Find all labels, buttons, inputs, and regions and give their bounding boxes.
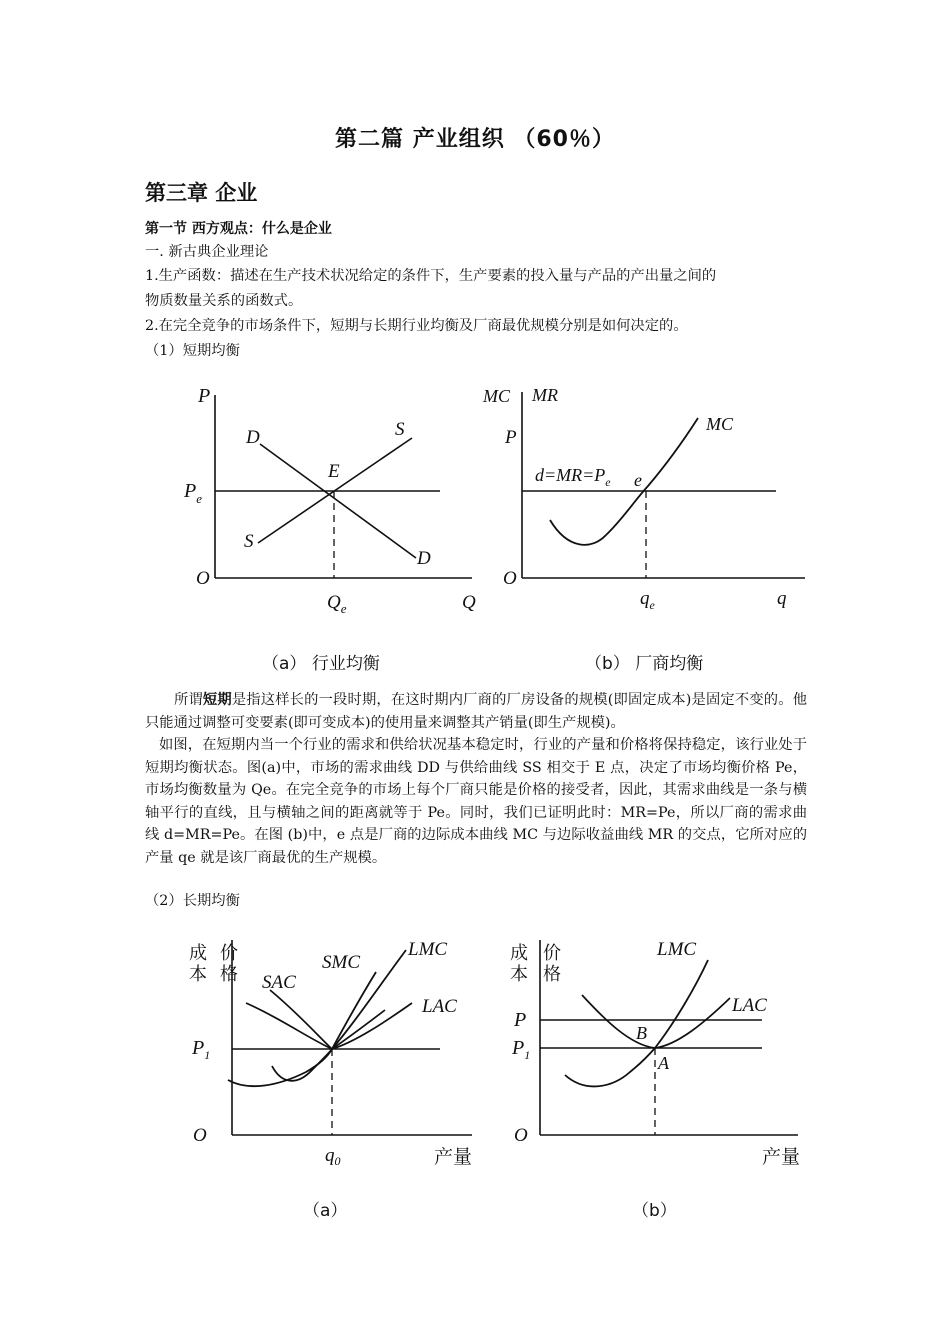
label-smc: SMC: [322, 952, 360, 973]
label-origin: O: [503, 568, 517, 589]
label-p1: $P_1$: [512, 1037, 531, 1062]
axis-label-cost-a: 成本: [189, 943, 211, 985]
label-mc-axis: MC: [483, 386, 510, 406]
caption-firm-equilibrium: （b） 厂商均衡: [585, 654, 704, 674]
text-line-4: 2.在完全竞争的市场条件下，短期与长期行业均衡及厂商最优规模分别是如何决定的。: [145, 318, 688, 334]
label-e-point: e: [634, 470, 642, 490]
sac-curve: [270, 990, 385, 1049]
label-mc-curve: MC: [706, 414, 733, 434]
page-title: 第二篇 产业组织 （60％）: [335, 127, 615, 152]
label-q0: $q_0$: [325, 1145, 341, 1168]
label-origin: O: [196, 568, 210, 589]
label-d-mr-pe: $d=MR=P_e$: [535, 465, 611, 489]
label-q-axis: Q: [462, 592, 476, 613]
label-output: 产量: [762, 1147, 801, 1168]
caption-industry-equilibrium: （a） 行业均衡: [262, 654, 380, 674]
label-b-point: B: [636, 1023, 647, 1043]
label-p: P: [505, 427, 517, 448]
label-e-point: E: [328, 461, 340, 482]
figure-industry-equilibrium: [170, 380, 490, 620]
label-origin: O: [193, 1125, 207, 1146]
label-p: P: [514, 1009, 527, 1031]
figure-firm-equilibrium: [480, 380, 820, 620]
caption-long-run-a: （a）: [303, 1201, 348, 1221]
label-qe: $Q_e$: [327, 592, 347, 616]
label-sac: SAC: [262, 972, 296, 993]
axis-label-price-b: 价格: [543, 943, 561, 985]
text-line-3: 物质数量关系的函数式。: [145, 293, 303, 309]
paragraph-short-run-definition: 所谓短期是指这样长的一段时期，在这时期内厂商的厂房设备的规模(即固定成本)是固定不变的。他只能通过调整可变要素(即可变成本)的使用量来调整其产销量(即生产规模)。: [145, 692, 808, 731]
term-short-run: 短期: [202, 692, 232, 708]
label-s-lower: S: [244, 531, 254, 552]
label-output: 产量: [434, 1147, 473, 1168]
text-line-2: 1.生产函数：描述在生产技术状况给定的条件下，生产要素的投入量与产品的产出量之间的: [145, 268, 717, 284]
label-lac: LAC: [422, 996, 457, 1017]
text-line-5: （1）短期均衡: [145, 343, 240, 359]
lmc-curve-lower: [228, 1049, 332, 1086]
text-line-6: （2）长期均衡: [145, 893, 240, 909]
label-origin: O: [514, 1125, 528, 1146]
axis-label-cost-b: 成本: [510, 943, 528, 985]
label-p-axis: P: [198, 385, 211, 407]
label-d-upper: D: [246, 427, 260, 448]
lac-curve: [246, 1003, 412, 1049]
text-line-1: 一. 新古典企业理论: [145, 244, 269, 260]
label-pe: $P_e$: [184, 480, 202, 506]
label-lmc: LMC: [657, 939, 697, 960]
label-a-point: A: [658, 1053, 669, 1073]
label-d-lower: D: [417, 548, 431, 569]
lac-curve: [582, 995, 730, 1048]
label-s-upper: S: [395, 419, 405, 440]
section-heading: 第一节 西方观点：什么是企业: [145, 221, 332, 237]
chapter-heading: 第三章 企业: [145, 181, 258, 205]
label-lac: LAC: [732, 995, 767, 1016]
label-lmc: LMC: [408, 939, 448, 960]
label-mr-axis: MR: [532, 385, 558, 405]
label-qe: $q_e$: [640, 588, 655, 612]
label-p1: $P_1$: [192, 1037, 211, 1062]
axis-label-price-a: 价格: [220, 943, 238, 985]
caption-long-run-b: （b）: [632, 1201, 677, 1221]
label-q-axis: q: [777, 588, 787, 609]
paragraph-short-run-equilibrium: 如图，在短期内当一个行业的需求和供给状况基本稳定时，行业的产量和价格将保持稳定，该行业处于短期均衡状态。图(a)中，市场的需求曲线 DD 与供给曲线 SS 相交于 E 点，决定了市场均衡价格 Pe，市场均衡数量为 Qe。在完全竞争的市场上每个厂商只能是价格的接受者，因此，其需求曲线是一条与横轴平行的直线，且与横轴之间的距离就等于 Pe。同时，我们已证明此时：MR=Pe，所以厂商的需求曲线 d=MR=Pe。在图 (b)中，e 点是厂商的边际成本曲线 MC 与边际收益曲线 MR 的交点，它所对应的产量 qe 就是该厂商最优的生产规模。: [145, 737, 807, 866]
body-paragraphs: [145, 689, 807, 869]
